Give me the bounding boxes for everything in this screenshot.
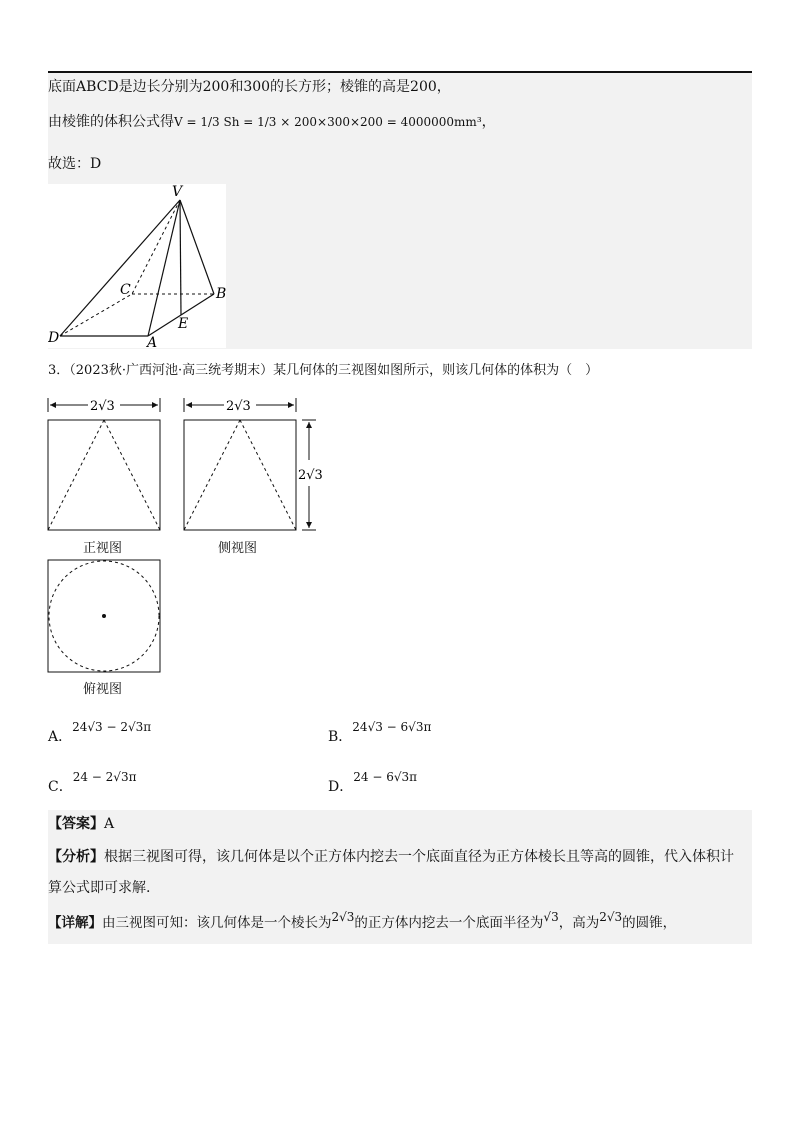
solution-line-2-suffix: ， — [481, 114, 496, 130]
option-a-value: 24√3 − 2√3π — [72, 720, 152, 734]
answer-line — [48, 815, 114, 833]
front-dim-arrow-left — [50, 402, 56, 408]
label-A: A — [147, 335, 158, 348]
option-c-value: 24 − 2√3π — [72, 770, 137, 784]
label-B: B — [216, 286, 226, 302]
option-d[interactable] — [328, 766, 417, 795]
side-view-caption: 侧视图 — [218, 541, 258, 556]
detail-text-4: 的圆锥， — [622, 915, 677, 931]
label-E: E — [178, 316, 189, 332]
side-dim-arrow-left — [186, 402, 192, 408]
front-view-caption: 正视图 — [83, 541, 123, 556]
solution-line-2-prefix: 由棱锥的体积公式得 — [48, 114, 174, 130]
detail-height: 2√3 — [599, 910, 623, 924]
analysis-line-1 — [48, 848, 734, 866]
label-C: C — [120, 282, 131, 298]
edge-VA — [148, 200, 180, 336]
option-d-letter: D． — [328, 779, 354, 795]
top-center-dot — [102, 614, 106, 618]
label-V: V — [172, 184, 183, 200]
option-b-letter: B． — [328, 729, 353, 745]
answer-value: A — [104, 816, 115, 832]
question-3-text: 3．（2023秋·广西河池·高三统考期末）某几何体的三视图如图所示，则该几何体的体积为（ ） — [48, 363, 599, 378]
edge-VE — [180, 200, 181, 315]
detail-line — [48, 910, 677, 932]
top-view — [40, 556, 170, 676]
volume-formula-text: V = 1/3 Sh = 1/3 × 200×300×200 = 4000000mm³ — [174, 115, 482, 129]
side-vdim-arrow-bottom — [306, 522, 312, 528]
side-height-label: 2√3 — [298, 468, 323, 483]
front-width-label: 2√3 — [90, 399, 115, 414]
detail-text-1: 由三视图可知：该几何体是一个棱长为 — [102, 915, 332, 931]
front-cone-right — [104, 420, 160, 530]
answer-label: 【答案】 — [48, 816, 104, 832]
option-b[interactable] — [328, 716, 432, 745]
side-cone-left — [184, 420, 240, 530]
label-D: D — [48, 330, 60, 346]
front-cone-left — [48, 420, 104, 530]
option-b-value: 24√3 − 6√3π — [352, 720, 432, 734]
solution-line-2 — [48, 113, 496, 131]
pyramid-svg — [48, 184, 226, 348]
detail-label: 【详解】 — [48, 915, 102, 931]
analysis-line-2: 算公式即可求解. — [48, 880, 151, 896]
volume-formula — [174, 115, 482, 129]
option-c-letter: C． — [48, 779, 73, 795]
side-square — [184, 420, 296, 530]
side-dim-arrow-right — [288, 402, 294, 408]
pyramid-figure — [48, 184, 226, 348]
analysis-label: 【分析】 — [48, 849, 104, 865]
option-d-value: 24 − 6√3π — [353, 770, 417, 784]
edge-VB — [180, 200, 214, 294]
detail-edge: 2√3 — [331, 910, 355, 924]
side-width-label: 2√3 — [226, 399, 251, 414]
detail-radius: √3 — [543, 910, 559, 924]
detail-text-2: 的正方体内挖去一个底面半径为 — [354, 915, 544, 931]
detail-text-3: ，高为 — [558, 915, 600, 931]
option-a-letter: A． — [48, 729, 73, 745]
front-square — [48, 420, 160, 530]
side-vdim-arrow-top — [306, 422, 312, 428]
edge-DC-hidden — [60, 294, 132, 336]
top-view-caption: 俯视图 — [83, 682, 123, 697]
top-view-svg — [40, 556, 170, 676]
option-a[interactable] — [48, 716, 152, 745]
edge-VD — [60, 200, 180, 336]
front-dim-arrow-right — [152, 402, 158, 408]
solution-line-3: 故选：D — [48, 156, 102, 172]
side-cone-right — [240, 420, 296, 530]
option-c[interactable] — [48, 766, 137, 795]
analysis-text-1: 根据三视图可得，该几何体是以个正方体内挖去一个底面直径为正方体棱长且等高的圆锥，代入体积计 — [104, 849, 734, 865]
solution-line-1: 底面ABCD是边长分别为200和300的长方形；棱锥的高是200， — [48, 79, 451, 95]
